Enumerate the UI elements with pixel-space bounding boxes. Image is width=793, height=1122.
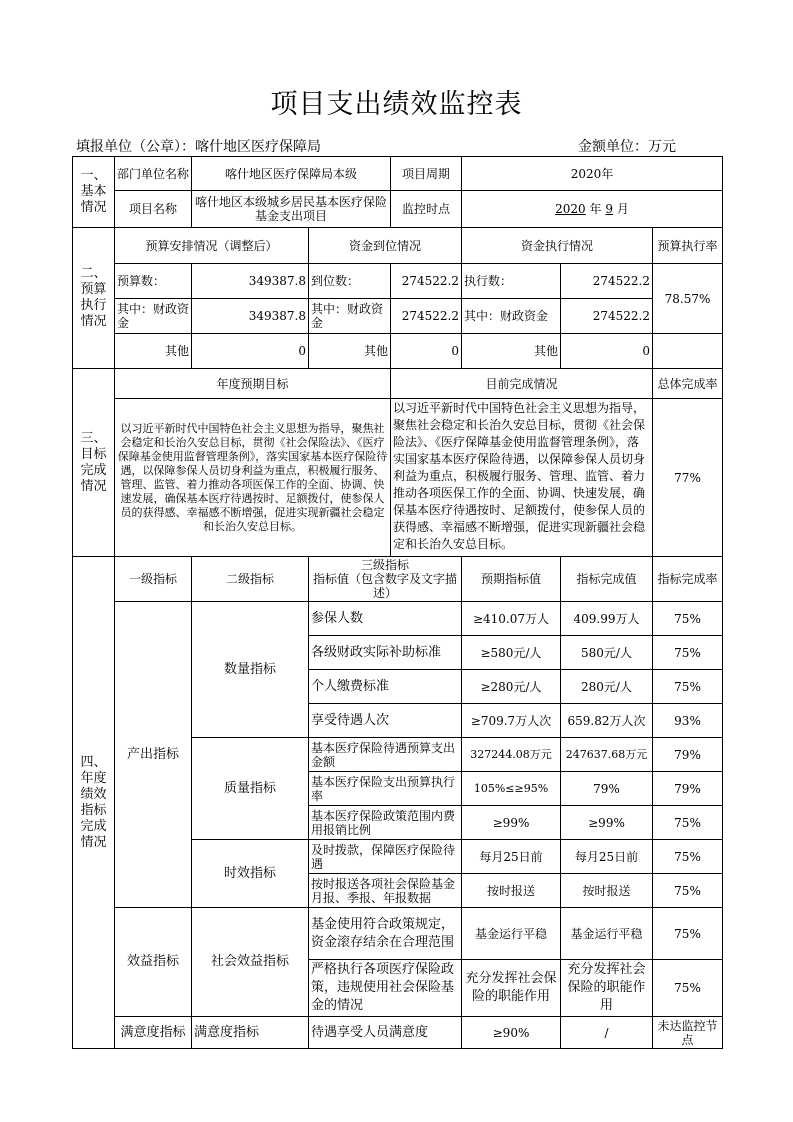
- monitor-table: [72, 156, 723, 1049]
- plan-label-1: 预算数：: [115, 264, 192, 299]
- ind-name-10: 严格执行各项医疗保险政策，违规使用社会保险基金的情况: [309, 960, 462, 1017]
- col-plan: 预算安排情况（调整后）: [115, 228, 309, 264]
- col-l3-top: 三级指标: [360, 558, 409, 572]
- plan-value-2: 349387.8: [192, 299, 309, 334]
- ind-name-6: 基本医疗保险政策范围内费用报销比例: [309, 806, 462, 840]
- col-l1: 一级指标: [115, 557, 192, 602]
- page-title: 项目支出绩效监控表: [270, 89, 523, 120]
- l2-time: 时效指标: [192, 840, 309, 908]
- current-goal-cell: [391, 399, 653, 557]
- exec-label-2: 其中：财政资金: [462, 299, 561, 334]
- plan-label-3: 其他: [115, 334, 192, 369]
- section-basic: 一、基本情况: [73, 157, 115, 228]
- ind-rate-4: 79%: [653, 738, 723, 772]
- col-exec: 资金执行情况: [462, 228, 653, 264]
- ind-rate-0: 75%: [653, 602, 723, 636]
- ind-done-3: 659.82万人次: [561, 704, 653, 738]
- monitor-value: [462, 191, 723, 228]
- period-value: 2020年: [462, 157, 723, 191]
- ind-done-4: 247637.68万元: [561, 738, 653, 772]
- ind-name-9: 基金使用符合政策规定，资金滚存结余在合理范围: [309, 908, 462, 960]
- l1-benefit: 效益指标: [115, 908, 192, 1017]
- ind-done-5: 79%: [561, 772, 653, 806]
- col-arrival: 资金到位情况: [309, 228, 462, 264]
- arr-label-3: 其他: [309, 334, 391, 369]
- section-goals: 三、目标完成情况: [73, 369, 115, 557]
- col-budget-rate: 预算执行率: [653, 228, 723, 264]
- current-goal-text: 以习近平新时代中国特色社会主义思想为指导，聚焦社会稳定和长治久安总目标，贯彻《社会保险法》、《医疗保障基金使用监督管理条例》，落实国家基本医疗保险待遇，以保障参保人员切身利益为重点，积极履行服务、管理、监管、着力推动各项医保工作的全面、协调、快速发展，确保基本医疗待遇按时、足额拨付，使参保人员的获得感、幸福感不断增强，促进实现新疆社会稳定和长治久安总目标。: [393, 401, 646, 551]
- amount-unit: 金额单位：万元: [578, 139, 676, 155]
- ind-expected-7: 每月25日前: [462, 840, 561, 874]
- arr-label-2: 其中：财政资金: [309, 299, 391, 334]
- monitor-year-unit: 年: [589, 202, 602, 216]
- ind-done-9: 基金运行平稳: [561, 908, 653, 960]
- budget-rate-empty: [653, 334, 723, 369]
- arr-label-1: 到位数：: [309, 264, 391, 299]
- total-rate: 77%: [653, 399, 723, 557]
- ind-done-1: 580元/人: [561, 636, 653, 670]
- col-ind-expected: 预期指标值: [462, 557, 561, 602]
- ind-name-3: 享受待遇人次: [309, 704, 462, 738]
- ind-rate-6: 75%: [653, 806, 723, 840]
- ind-expected-5: 105%≤≥95%: [462, 772, 561, 806]
- monitor-month: 9: [605, 202, 614, 216]
- ind-name-8: 按时报送各项社会保险基金月报、季报、年报数据: [309, 874, 462, 908]
- l2-satisfaction: 满意度指标: [192, 1017, 309, 1049]
- ind-expected-4: 327244.08万元: [462, 738, 561, 772]
- l1-output: 产出指标: [115, 602, 192, 908]
- ind-expected-10: 充分发挥社会保险的职能作用: [462, 960, 561, 1017]
- project-value: 喀什地区本级城乡居民基本医疗保险基金支出项目: [192, 191, 391, 228]
- l2-quality: 质量指标: [192, 738, 309, 840]
- ind-rate-7: 75%: [653, 840, 723, 874]
- ind-expected-8: 按时报送: [462, 874, 561, 908]
- ind-expected-2: ≥280元/人: [462, 670, 561, 704]
- ind-rate-8: 75%: [653, 874, 723, 908]
- ind-done-10: 充分发挥社会保险的职能作用: [561, 960, 653, 1017]
- budget-rate: 78.57%: [653, 264, 723, 334]
- col-expected-goal: 年度预期目标: [115, 369, 391, 399]
- monitor-month-unit: 月: [616, 202, 629, 216]
- ind-rate-11: 未达监控节点: [653, 1017, 723, 1049]
- col-current-goal: 目前完成情况: [391, 369, 653, 399]
- ind-expected-3: ≥709.7万人次: [462, 704, 561, 738]
- monitor-label: 监控时点: [391, 191, 462, 228]
- ind-done-7: 每月25日前: [561, 840, 653, 874]
- exec-label-3: 其他: [462, 334, 561, 369]
- col-l3: [309, 557, 462, 602]
- exec-value-3: 0: [561, 334, 653, 369]
- l2-social: 社会效益指标: [192, 908, 309, 1017]
- plan-label-2: 其中：财政资金: [115, 299, 192, 334]
- section-budget: 二、预算执行情况: [73, 228, 115, 369]
- l1-satisfaction: 满意度指标: [115, 1017, 192, 1049]
- ind-name-11: 待遇享受人员满意度: [309, 1017, 462, 1049]
- ind-expected-11: ≥90%: [462, 1017, 561, 1049]
- l2-quantity: 数量指标: [192, 602, 309, 738]
- filler-unit: 填报单位（公章）：喀什地区医疗保障局: [76, 139, 321, 155]
- ind-name-5: 基本医疗保险支出预算执行率: [309, 772, 462, 806]
- ind-name-7: 及时拨款，保障医疗保险待遇: [309, 840, 462, 874]
- arr-value-2: 274522.2: [391, 299, 462, 334]
- expected-goal-text: 以习近平新时代中国特色社会主义思想为指导，聚焦社会稳定和长治久安总目标，贯彻《社会保险法》、《医疗保障基金使用监督管理条例》，落实国家基本医疗保险待遇，以保障参保人员切身利益为重点，积极履行服务、管理、监管、着力推动各项医保工作的全面、协调、快速发展，确保基本医疗待遇按时、足额拨付，使参保人员的获得感、幸福感不断增强，促进实现新疆社会稳定和长治久安总目标。: [115, 399, 391, 557]
- ind-done-11: /: [561, 1017, 653, 1049]
- arr-value-3: 0: [391, 334, 462, 369]
- ind-rate-2: 75%: [653, 670, 723, 704]
- exec-value-1: 274522.2: [561, 264, 653, 299]
- dept-value: 喀什地区医疗保障局本级: [192, 157, 391, 191]
- period-label: 项目周期: [391, 157, 462, 191]
- ind-done-8: 按时报送: [561, 874, 653, 908]
- ind-expected-9: 基金运行平稳: [462, 908, 561, 960]
- ind-name-4: 基本医疗保险待遇预算支出金额: [309, 738, 462, 772]
- ind-done-0: 409.99万人: [561, 602, 653, 636]
- section-indicators: 四、年度绩效指标完成情况: [73, 557, 115, 1049]
- ind-expected-0: ≥410.07万人: [462, 602, 561, 636]
- project-label: 项目名称: [115, 191, 192, 228]
- col-l2: 二级指标: [192, 557, 309, 602]
- arr-value-1: 274522.2: [391, 264, 462, 299]
- exec-label-1: 执行数：: [462, 264, 561, 299]
- ind-name-2: 个人缴费标准: [309, 670, 462, 704]
- col-total-rate: 总体完成率: [653, 369, 723, 399]
- ind-name-1: 各级财政实际补助标准: [309, 636, 462, 670]
- col-ind-rate: 指标完成率: [653, 557, 723, 602]
- ind-rate-5: 79%: [653, 772, 723, 806]
- ind-rate-1: 75%: [653, 636, 723, 670]
- plan-value-3: 0: [192, 334, 309, 369]
- monitor-year: 2020: [555, 202, 586, 216]
- ind-name-0: 参保人数: [309, 602, 462, 636]
- ind-done-2: 280元/人: [561, 670, 653, 704]
- col-l3-desc: 指标值（包含数字及文字描述）: [312, 572, 457, 600]
- plan-value-1: 349387.8: [192, 264, 309, 299]
- ind-expected-1: ≥580元/人: [462, 636, 561, 670]
- dept-label: 部门单位名称: [115, 157, 192, 191]
- exec-value-2: 274522.2: [561, 299, 653, 334]
- ind-rate-9: 75%: [653, 908, 723, 960]
- ind-expected-6: ≥99%: [462, 806, 561, 840]
- ind-rate-3: 93%: [653, 704, 723, 738]
- ind-rate-10: 75%: [653, 960, 723, 1017]
- col-ind-done: 指标完成值: [561, 557, 653, 602]
- ind-done-6: ≥99%: [561, 806, 653, 840]
